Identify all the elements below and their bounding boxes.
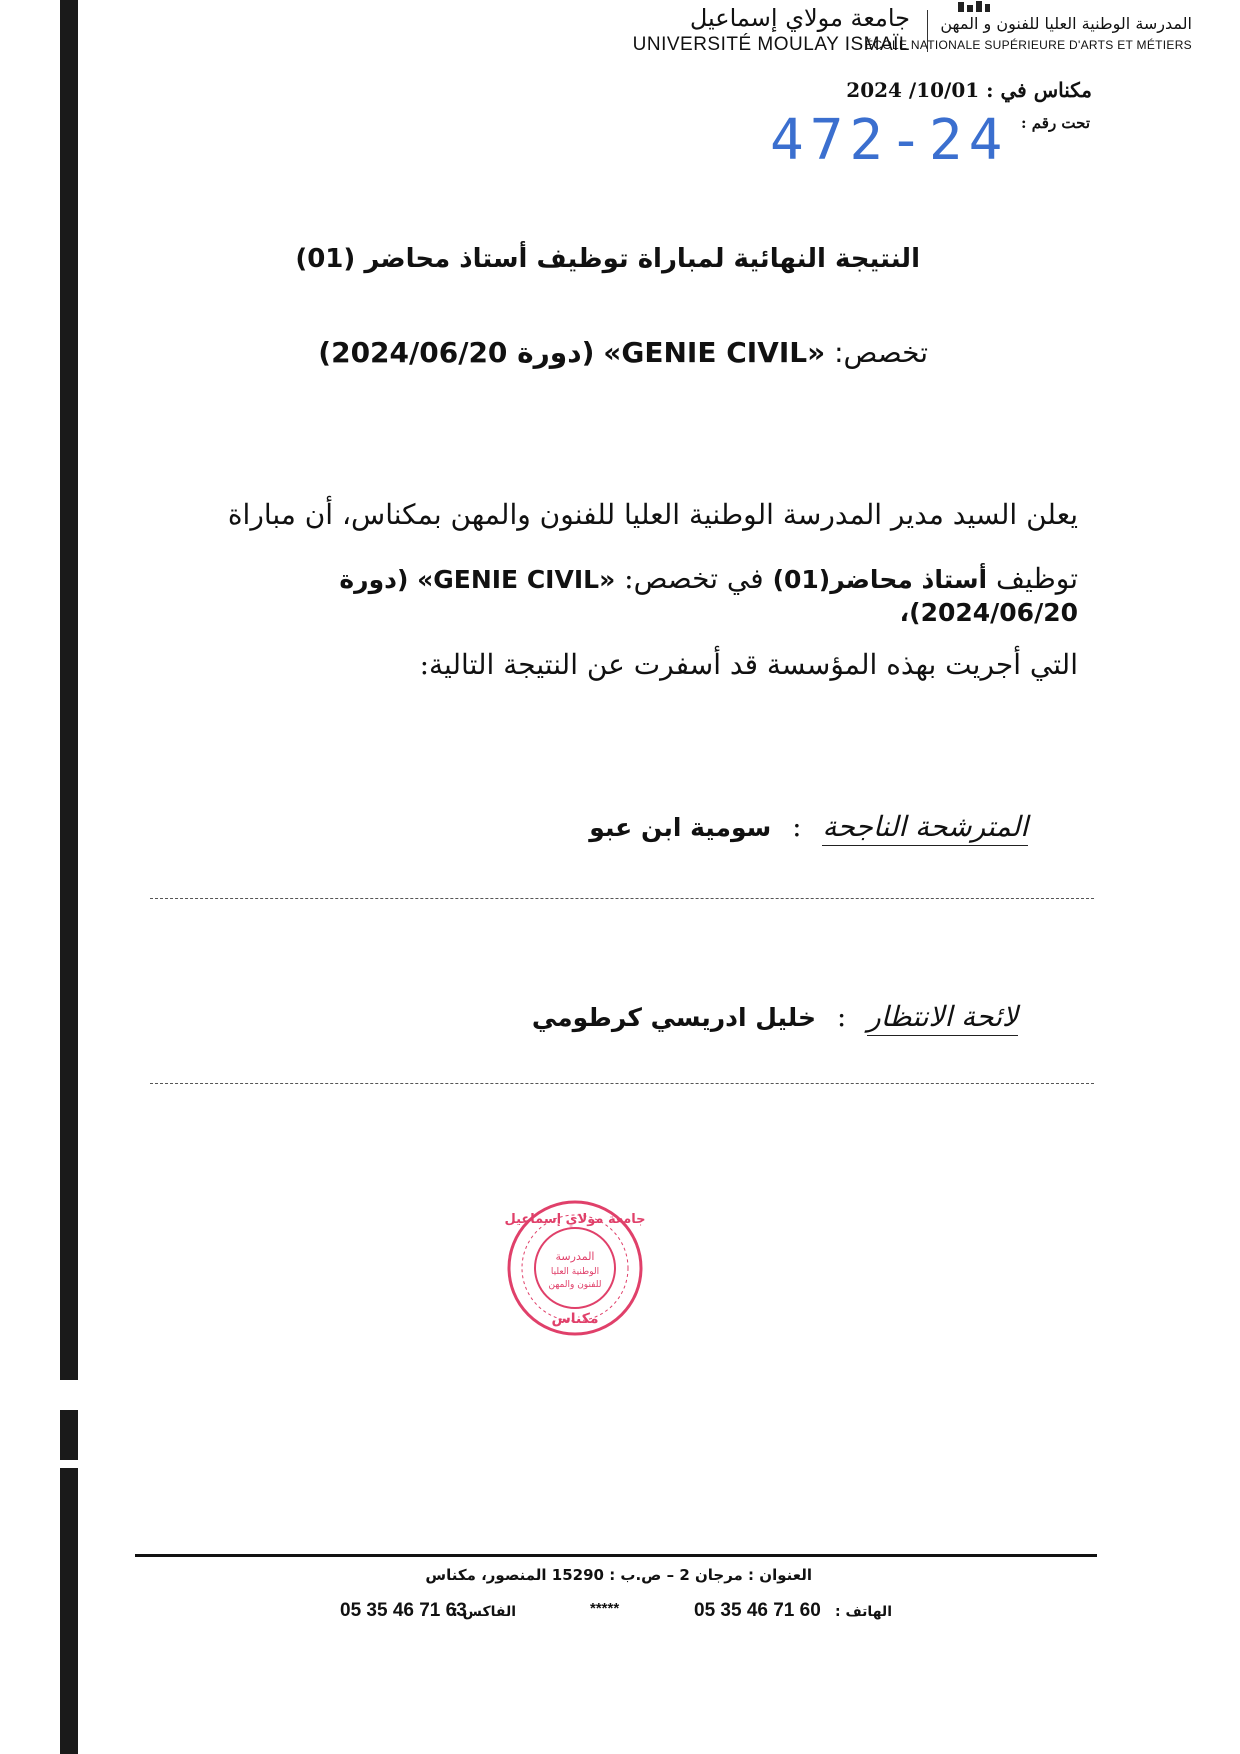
waiting-list-row bbox=[532, 1000, 1018, 1033]
binding-bar bbox=[60, 0, 78, 1754]
announcement-specialty-label: في تخصص: bbox=[624, 562, 764, 595]
announcement-word-recruit: توظيف bbox=[996, 562, 1078, 595]
svg-text:جامعة مولاي إسماعيل: جامعة مولاي إسماعيل bbox=[505, 1212, 645, 1227]
university-name-ar: جامعة مولاي إسماعيل bbox=[689, 4, 910, 32]
session-date: (دورة 2024/06/20) bbox=[318, 336, 595, 369]
svg-text:للفنون والمهن: للفنون والمهن bbox=[548, 1280, 602, 1290]
date-line bbox=[846, 78, 1092, 102]
separator: : bbox=[792, 810, 802, 843]
waiting-list-name: خليل ادريسي كرطومي bbox=[531, 1003, 816, 1032]
specialty-prefix: تخصص: bbox=[834, 336, 928, 369]
announcement-line-3: التي أجريت بهذه المؤسسة قد أسفرت عن النتيجة التالية: bbox=[419, 648, 1078, 681]
school-name-ar: المدرسة الوطنية العليا للفنون و المهن bbox=[940, 14, 1192, 33]
date-label: مكناس في : bbox=[986, 78, 1092, 102]
fax-number: 05 35 46 71 63 bbox=[340, 1600, 467, 1621]
announcement-position: أستاذ محاضر(01) bbox=[772, 565, 988, 594]
svg-text:مكناس: مكناس bbox=[551, 1311, 599, 1327]
dashed-divider bbox=[150, 1083, 1094, 1084]
phone-number: 05 35 46 71 60 bbox=[694, 1600, 821, 1621]
winner-name: سومية ابن عبو bbox=[589, 813, 772, 842]
reference-number: 472-24 bbox=[770, 108, 1009, 173]
document-title: النتيجة النهائية لمباراة توظيف أستاذ محاضر (01) bbox=[295, 244, 920, 274]
winner-label: المترشحة الناجحة bbox=[822, 810, 1028, 846]
official-stamp bbox=[505, 1198, 645, 1338]
specialty-line bbox=[318, 336, 928, 369]
dashed-divider bbox=[150, 898, 1094, 899]
announcement-line-2 bbox=[178, 562, 1078, 628]
winner-row bbox=[589, 810, 1028, 843]
specialty-name: «GENIE CIVIL» bbox=[603, 336, 826, 369]
phone-label: الهاتف : bbox=[835, 1604, 892, 1620]
separator: : bbox=[836, 1000, 847, 1033]
school-name-fr: ÉCOLE NATIONALE SUPÉRIEURE D'ARTS ET MÉTIERS bbox=[865, 38, 1192, 52]
university-name-fr: UNIVERSITÉ MOULAY ISMAÏL bbox=[632, 34, 910, 55]
footer-rule bbox=[135, 1554, 1097, 1557]
school-logo-icon bbox=[956, 0, 992, 14]
svg-text:المدرسة: المدرسة bbox=[555, 1250, 595, 1263]
footer-address: العنوان : مرجان 2 – ص.ب : 15290 المنصور، مكناس bbox=[425, 1566, 812, 1584]
announcement-line-1: يعلن السيد مدير المدرسة الوطنية العليا للفنون والمهن بمكناس، أن مباراة bbox=[227, 498, 1078, 531]
date-value: 2024 /10/01 bbox=[846, 78, 980, 102]
reference-label: تحت رقم : bbox=[1021, 114, 1090, 132]
waiting-list-label: لائحة الانتظار bbox=[867, 1000, 1018, 1036]
footer-stars: ***** bbox=[590, 1600, 620, 1617]
announcement-specialty: «GENIE CIVIL» (دورة 2024/06/20)، bbox=[339, 565, 1078, 627]
fax-label: الفاكس : bbox=[452, 1604, 516, 1620]
svg-text:الوطنية العليا: الوطنية العليا bbox=[550, 1267, 600, 1277]
